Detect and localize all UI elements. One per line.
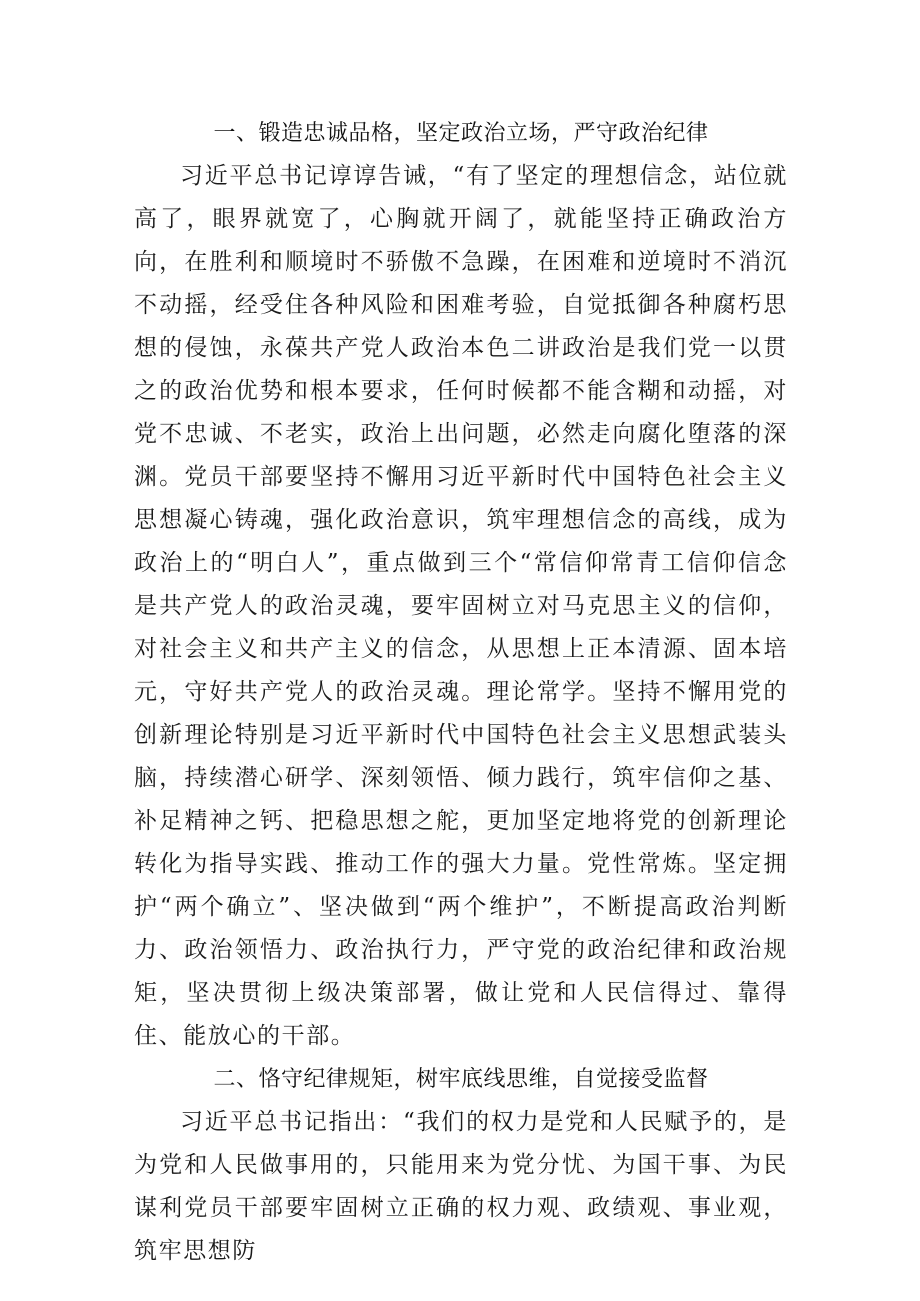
section-2-paragraph: 习近平总书记指出：“我们的权力是党和人民赋予的，是为党和人民做事用的，只能用来为党分忧、为国干事、为民谋利党员干部要牢固树立正确的权力观、政绩观、事业观，筑牢思想防 (134, 1109, 788, 1264)
section-1-paragraph: 习近平总书记谆谆告诫，“有了坚定的理想信念，站位就高了，眼界就宽了，心胸就开阔了，就能坚持正确政治方向，在胜利和顺境时不骄傲不急躁，在困难和逆境时不消沉不动摇，经受住各种风险和困难考验，自觉抵御各种腐朽思想的侵蚀，永葆共产党人政治本色二讲政治是我们党一以贯之的政治优势和根本要求，任何时候都不能含糊和动摇，对党不忠诚、不老实，政治上出问题，必然走向腐化堕落的深渊。党员干部要坚持不懈用习近平新时代中国特色社会主义思想凝心铸魂，强化政治意识，筑牢理想信念的高线，成为政治上的“明白人”，重点做到三个“常信仰常青工信仰信念是共产党人的政治灵魂，要牢固树立对马克思主义的信仰，对社会主义和共产主义的信念，从思想上正本清源、固本培元，守好共产党人的政治灵魂。理论常学。坚持不懈用党的创新理论特别是习近平新时代中国特色社会主义思想武装头脑，持续潜心研学、深刻领悟、倾力践行，筑牢信仰之基、补足精神之钙、把稳思想之舵，更加坚定地将党的创新理论转化为指导实践、推动工作的强大力量。党性常炼。坚定拥护“两个确立”、坚决做到“两个维护”，不断提高政治判断力、政治领悟力、政治执行力，严守党的政治纪律和政治规矩，坚决贯彻上级决策部署，做让党和人民信得过、靠得住、能放心的干部。 (134, 163, 788, 1049)
section-1-heading: 一、锻造忠诚品格，坚定政治立场，严守政治纪律 (213, 121, 709, 146)
section-2-heading: 二、恪守纪律规矩，树牢底线思维，自觉接受监督 (213, 1067, 709, 1092)
document-body (134, 112, 788, 1273)
